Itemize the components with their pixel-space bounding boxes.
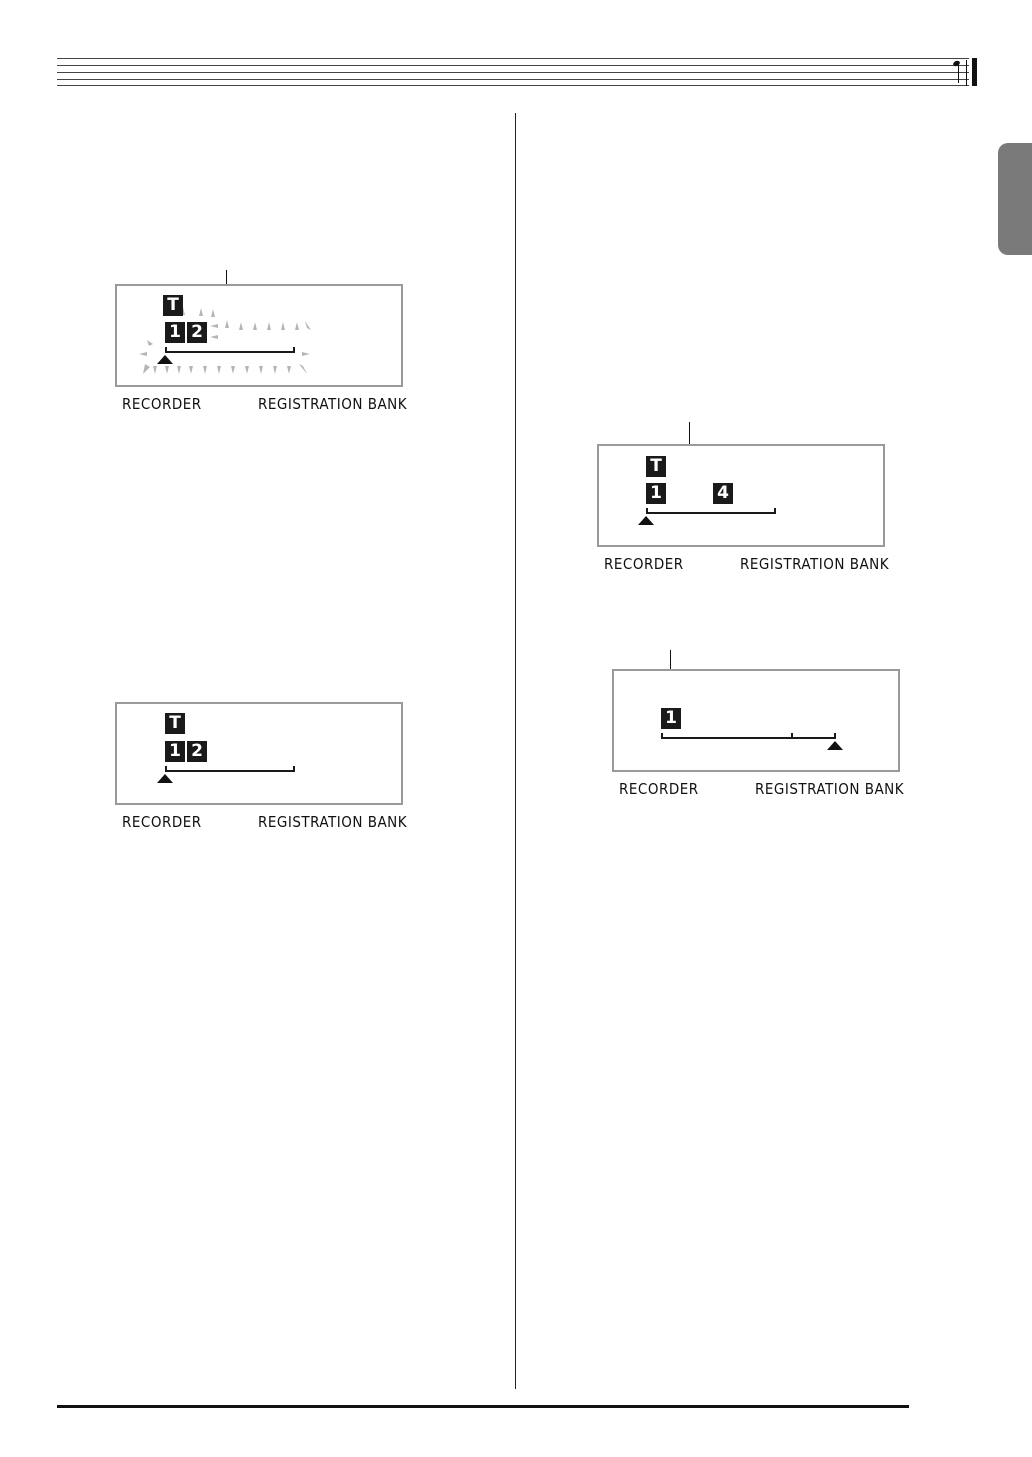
staff-end-bar	[972, 58, 977, 86]
bar-start-tick	[165, 347, 167, 353]
progress-bar	[661, 737, 836, 739]
track-2-segment: 2	[187, 322, 207, 343]
track-t-segment: T	[165, 713, 185, 734]
bar-end-tick	[774, 508, 776, 514]
note-stem	[958, 63, 959, 83]
bar-start-tick	[646, 508, 648, 514]
lcd-display-1	[115, 284, 403, 387]
track-t-segment: T	[646, 456, 666, 477]
flash-rays	[117, 286, 405, 389]
track-1-segment: 1	[165, 322, 185, 343]
progress-bar	[165, 770, 295, 772]
track-1-segment: 1	[646, 483, 666, 504]
bar-end-tick	[293, 347, 295, 353]
progress-bar	[646, 512, 776, 514]
registration-bank-label: REGISTRATION BANK	[258, 813, 408, 831]
lcd-display-3	[597, 444, 885, 547]
progress-bar	[165, 351, 295, 353]
registration-bank-label: REGISTRATION BANK	[258, 395, 408, 413]
bar-start-tick	[165, 766, 167, 772]
header-staff	[57, 58, 969, 86]
lcd-display-2	[115, 702, 403, 805]
registration-bank-label: REGISTRATION BANK	[740, 555, 890, 573]
footer-rule	[57, 1405, 909, 1408]
registration-bank-label: REGISTRATION BANK	[755, 780, 905, 798]
recorder-label: RECORDER	[122, 813, 202, 831]
track-1-segment: 1	[165, 741, 185, 762]
recorder-label: RECORDER	[604, 555, 684, 573]
bar-mid-tick	[791, 733, 793, 739]
staff-end-thin-bar	[966, 60, 967, 86]
bar-end-tick	[834, 733, 836, 739]
track-4-segment: 4	[713, 483, 733, 504]
section-tab	[998, 143, 1032, 255]
recorder-label: RECORDER	[122, 395, 202, 413]
lcd-display-4	[612, 669, 900, 772]
position-pointer-icon	[827, 741, 843, 750]
track-2-segment: 2	[187, 741, 207, 762]
recorder-label: RECORDER	[619, 780, 699, 798]
bar-end-tick	[293, 766, 295, 772]
bar-start-tick	[661, 733, 663, 739]
track-1-segment: 1	[661, 708, 681, 729]
track-t-segment: T	[163, 295, 183, 316]
position-pointer-icon	[638, 516, 654, 525]
position-pointer-icon	[157, 774, 173, 783]
column-divider	[515, 113, 516, 1389]
position-pointer-icon	[157, 355, 173, 364]
